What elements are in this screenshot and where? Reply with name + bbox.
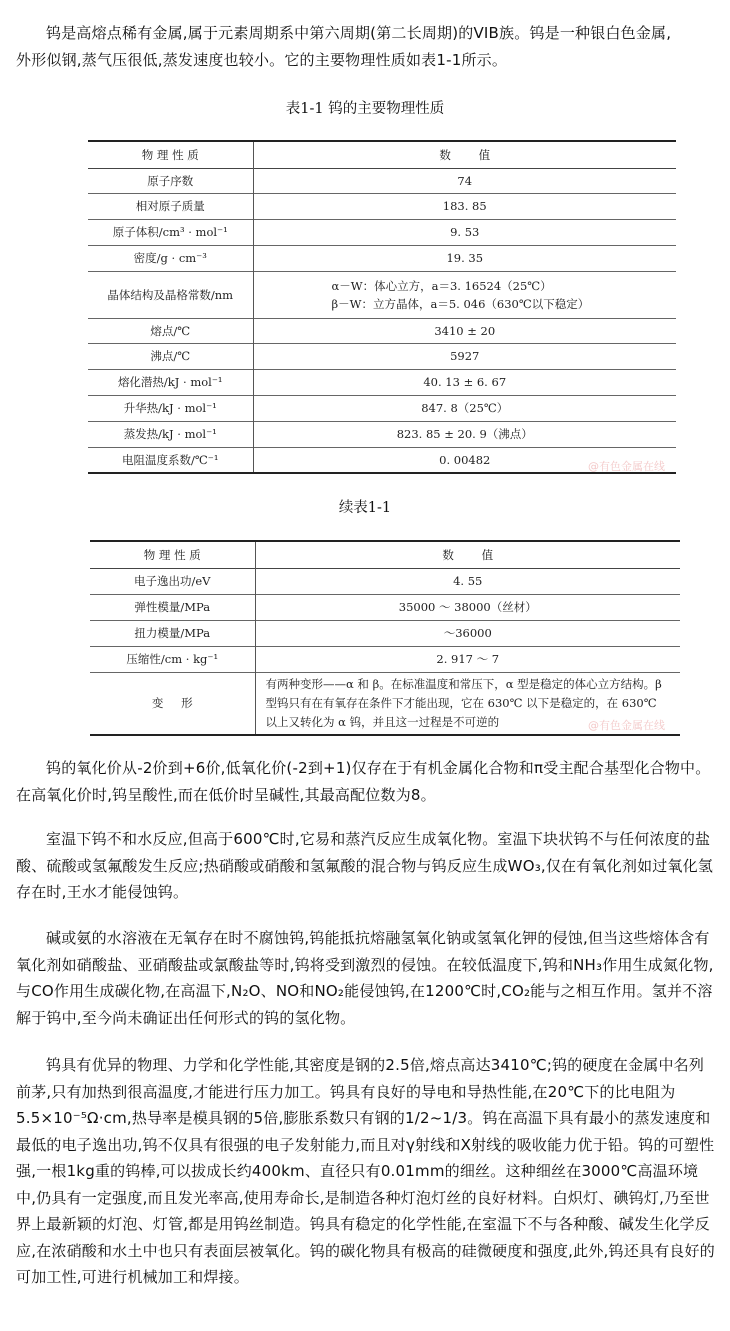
- row-value: 2. 917 ～ 7: [436, 652, 500, 666]
- row-value: 9. 53: [450, 225, 480, 239]
- table-row: [88, 421, 676, 447]
- row-value-paragraph: 有两种变形——α 和 β。在标准温度和常压下，α 型是稳定的体心立方结构。β 型钨只有在有氧存在条件下才能出现，它在 630℃ 以下是稳定的，在 630℃ 以上又转化为 α 钨，并且这一过程是不可逆的: [265, 676, 662, 729]
- paragraph-alkali: [16, 925, 716, 1031]
- row-property: 蒸发热/kJ · mol⁻¹: [88, 421, 253, 447]
- paragraph-text: 碱或氨的水溶液在无氧存在时不腐蚀钨,钨能抵抗熔融氢氧化钠或氢氧化钾的侵蚀,但当这些熔体含有氧化剂如硝酸盐、亚硝酸盐或氯酸盐等时,钨将受到激烈的侵蚀。在较低温度下,钨和NH₃作用生成氮化物,与CO作用生成碳化物,在高温下,N₂O、NO和NO₂能侵蚀钨,在1200℃时,CO₂能与之相互作用。氢并不溶解于钨中,至今尚未确证出任何形式的钨的氢化物。: [16, 929, 714, 1027]
- table-row: [90, 594, 680, 620]
- row-property: 压缩性/cm · kg⁻¹: [90, 646, 255, 672]
- table-row: [88, 318, 676, 343]
- row-property: 晶体结构及晶格常数/nm: [88, 271, 253, 318]
- table-row: [88, 245, 676, 271]
- table1-header-value: 数 值: [439, 147, 491, 162]
- table-row: [88, 395, 676, 421]
- row-value: 4. 55: [453, 574, 483, 588]
- row-value: 74: [457, 173, 473, 188]
- row-value: 3410 ± 20: [434, 323, 496, 338]
- table1: [88, 140, 676, 474]
- paragraph-text: 室温下钨不和水反应,但高于600℃时,它易和蒸汽反应生成氧化物。室温下块状钨不与任何浓度的盐酸、硫酸或氢氟酸发生反应;热硝酸或硝酸和氢氟酸的混合物与钨反应生成WO₃,仅在有氧化剂如过氧化氢存在时,王水才能侵蚀钨。: [16, 830, 714, 901]
- table2-header-property: 物 理 性 质: [90, 541, 255, 568]
- table-row: [90, 646, 680, 672]
- row-property: 扭力模量/MPa: [90, 620, 255, 646]
- table-row: [88, 369, 676, 395]
- row-property: 电阻温度系数/℃⁻¹: [88, 447, 253, 473]
- row-value: 183. 85: [442, 199, 487, 213]
- table1-header-row: [88, 141, 676, 168]
- row-property: 原子序数: [88, 168, 253, 193]
- row-value: ～36000: [443, 626, 492, 640]
- row-property: 弹性模量/MPa: [90, 594, 255, 620]
- row-value-multiline: [253, 271, 676, 318]
- table2-header-row: [90, 541, 680, 568]
- row-value: 0. 00482: [439, 452, 491, 467]
- paragraph-text: 钨具有优异的物理、力学和化学性能,其密度是钢的2.5倍,熔点高达3410℃;钨的硬度在金属中名列前茅,只有加热到很高温度,才能进行压力加工。钨具有良好的导电和导热性能,在20℃下的比电阻为5.5×10⁻⁵Ω·cm,热导率是模具钢的5倍,膨胀系数只有钢的1/2~1/3。钨在高温下具有最小的蒸发速度和最低的电子逸出功,钨不仅具有很强的电子发射能力,而且对γ射线和X射线的吸收能力优于铅。钨的可塑性强,一根1kg重的钨棒,可以拔成长约400km、直径只有0.01mm的细丝。这种细丝在3000℃高温环境中,仍具有一定强度,而且发光率高,使用寿命长,是制造各种灯泡灯丝的良好材料。白炽灯、碘钨灯,乃至世界上最新颖的灯泡、灯管,都是用钨丝制造。钨具有稳定的化学性能,在室温下不与各种酸、碱发生化学反应,在浓硝酸和水土中也只有表面层被氧化。钨的碳化物具有极高的硅微硬度和强度,此外,钨还具有良好的可加工性,可进行机械加工和焊接。: [16, 1056, 715, 1286]
- row-value: 5927: [450, 349, 480, 363]
- row-value: 19. 35: [446, 251, 484, 265]
- table-row: [88, 168, 676, 193]
- table1-header-property: 物 理 性 质: [88, 141, 253, 168]
- table2-caption: 续表1-1: [338, 500, 392, 516]
- watermark-logo: @有色金属在线: [588, 719, 665, 732]
- row-property: 沸点/℃: [88, 343, 253, 369]
- intro-line-1: 钨是高熔点稀有金属,属于元素周期系中第六周期(第二长周期)的VIB族。钨是一种银白色金属,: [46, 24, 672, 42]
- row-value: 823. 85 ± 20. 9（沸点）: [396, 427, 533, 441]
- table-row: [88, 271, 676, 318]
- row-value: 35000 ～ 38000（丝材）: [398, 600, 537, 614]
- row-property: 原子体积/cm³ · mol⁻¹: [88, 219, 253, 245]
- row-value-line-1: α－W：体心立方，a＝3. 16524（25℃）: [331, 278, 552, 293]
- table-row: [90, 568, 680, 594]
- row-property: 熔点/℃: [88, 318, 253, 343]
- paragraph-properties: [16, 1052, 716, 1291]
- paragraph-oxidation: [16, 755, 716, 808]
- row-property: 升华热/kJ · mol⁻¹: [88, 395, 253, 421]
- row-property: 熔化潜热/kJ · mol⁻¹: [88, 369, 253, 395]
- row-property: 电子逸出功/eV: [90, 568, 255, 594]
- row-property: 相对原子质量: [88, 193, 253, 219]
- row-property: 密度/g · cm⁻³: [88, 245, 253, 271]
- table-row: [88, 343, 676, 369]
- paragraph-water-acid: [16, 826, 716, 906]
- paragraph-text: 钨的氧化价从-2价到+6价,低氧化价(-2到+1)仅存在于有机金属化合物和π受主配合基型化合物中。在高氧化价时,钨呈酸性,而在低价时呈碱性,其最高配位数为8。: [16, 759, 711, 804]
- row-value: 40. 13 ± 6. 67: [423, 375, 507, 389]
- watermark-logo: @有色金属在线: [588, 460, 665, 473]
- row-property: 变 形: [90, 672, 255, 735]
- intro-paragraph: [16, 20, 716, 73]
- table-row: [88, 219, 676, 245]
- table1-caption: 表1-1 钨的主要物理性质: [285, 101, 445, 117]
- table-row: [88, 193, 676, 219]
- table2-header-value: 数 值: [442, 547, 494, 562]
- table2: [90, 540, 680, 736]
- table-row: [90, 620, 680, 646]
- intro-line-2: 外形似钢,蒸气压很低,蒸发速度也较小。它的主要物理性质如表1-1所示。: [16, 50, 508, 69]
- row-value: 847. 8（25℃）: [421, 401, 509, 415]
- row-value-line-2: β－W：立方晶体，a＝5. 046（630℃以下稳定）: [331, 296, 590, 311]
